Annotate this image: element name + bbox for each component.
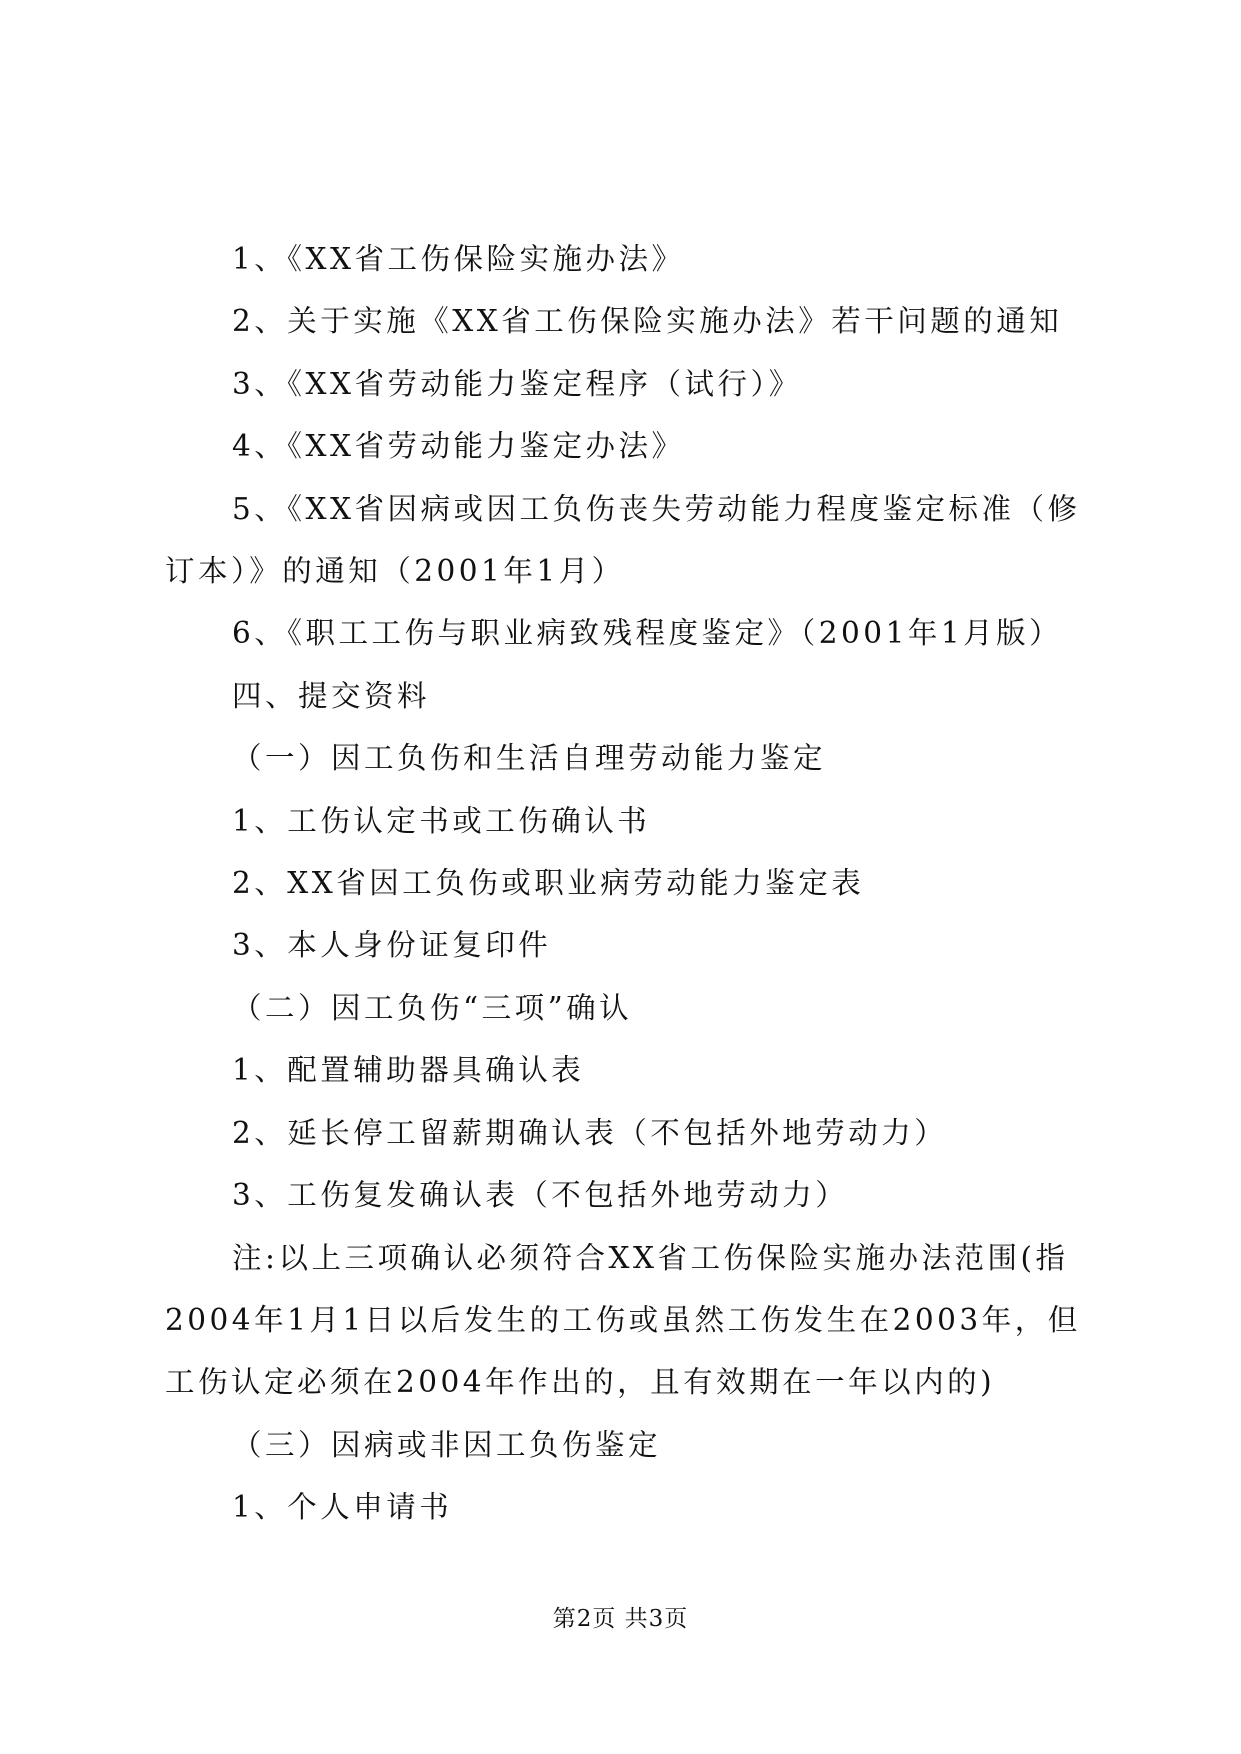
subsection-heading-3: （三）因病或非因工负伤鉴定	[232, 1427, 662, 1462]
application-item: 1、个人申请书	[232, 1490, 453, 1525]
regulation-item-3: 3、《XX省劳动能力鉴定程序（试行）》	[232, 366, 802, 401]
section-heading-submit-materials: 四、提交资料	[232, 678, 431, 713]
regulation-item-2: 2、关于实施《XX省工伤保险实施办法》若干问题的通知	[232, 304, 1063, 339]
note-paragraph: 注:以上三项确认必须符合XX省工伤保险实施办法范围(指2004年1月1日以后发生的工伤或虽然工伤发生在2003年，但工伤认定必须在2004年作出的，且有效期在一年以内的)	[165, 1240, 1081, 1400]
regulation-item-1: 1、《XX省工伤保险实施办法》	[232, 242, 685, 276]
regulation-item-6: 6、《职工工伤与职业病致残程度鉴定》（2001年1月版）	[232, 616, 1063, 651]
subsection-heading-1: （一）因工负伤和生活自理劳动能力鉴定	[232, 741, 827, 776]
regulation-item-4: 4、《XX省劳动能力鉴定办法》	[232, 429, 685, 464]
subsection-heading-2: （二）因工负伤“三项”确认	[232, 990, 633, 1025]
confirmation-item: 1、配置辅助器具确认表	[232, 1053, 585, 1088]
confirmation-item: 3、工伤复发确认表（不包括外地劳动力）	[232, 1178, 849, 1213]
page-number-footer: 第2页 共3页	[552, 1606, 689, 1632]
material-item: 1、工伤认定书或工伤确认书	[232, 803, 651, 838]
regulation-item-5: 5、《XX省因病或因工负伤丧失劳动能力程度鉴定标准（修订本）》的通知（2001年1月）	[165, 491, 1081, 589]
confirmation-item: 2、延长停工留薪期确认表（不包括外地劳动力）	[232, 1115, 948, 1150]
document-body	[165, 228, 1087, 1539]
material-item: 2、XX省因工负伤或职业病劳动能力鉴定表	[232, 866, 865, 901]
material-item: 3、本人身份证复印件	[232, 928, 552, 963]
